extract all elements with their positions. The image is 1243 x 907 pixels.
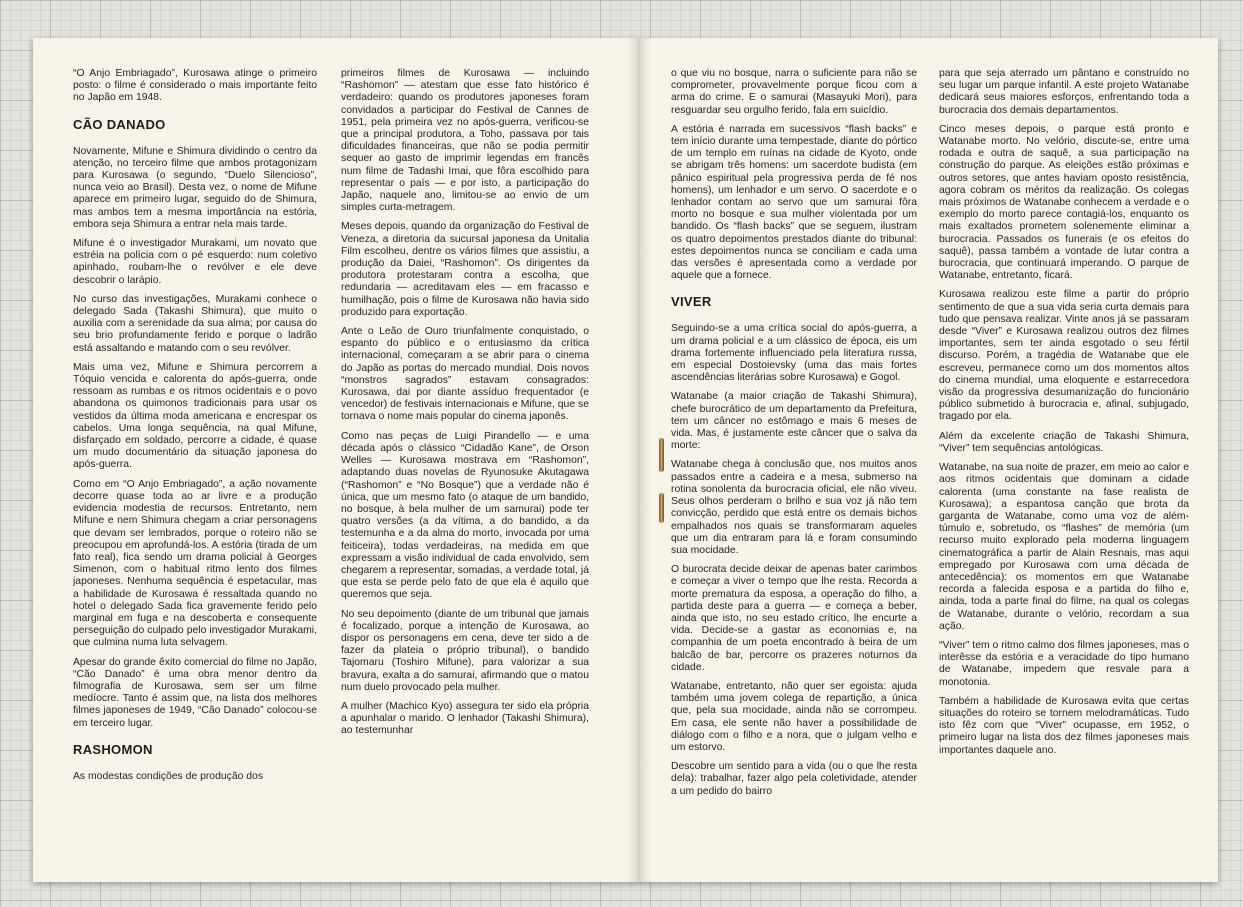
- paragraph: O burocrata decide deixar de apenas bater carimbos e começar a viver o tempo que lhe resta. Recorda a morte prematura da esposa, a operação do filho, a partida deste para a guerra — e começa a beber, ainda que isto, no seu estado crítico, lhe encurte a vida. Decide-se a gastar as economias e, na companhia de um poeta encontrado à beira de um balcão de bar, percorre os prazeres noturnos da cidade.: [671, 564, 917, 673]
- paragraph: “O Anjo Embriagado”, Kurosawa atinge o primeiro posto: o filme é considerado o mais importante feito no Japão em 1948.: [73, 68, 317, 104]
- text-column-1: [73, 68, 317, 878]
- paragraph: para que seja aterrado um pântano e construído no seu lugar um parque infantil. A este projeto Watanabe dedicará seus maiores esforços, enfrentando toda a burocracia dos demais departamentos.: [939, 68, 1189, 116]
- paragraph: As modestas condições de produção dos: [73, 770, 264, 782]
- text-column-4: [939, 68, 1189, 878]
- booklet-spread: [33, 38, 1218, 882]
- paragraph: o que viu no bosque, narra o suficiente para não se comprometer, provavelmente porque ficou com a arma do crime. E o samurai (Masayuki Mori), para resguardar seu orgulho ferido, fala em suicídio.: [671, 68, 917, 116]
- paragraph: Como nas peças de Luigi Pirandello — e uma década após o clássico “Cidadão Kane”, de Orson Welles — Kurosawa mostrava em “Rashomon”, adaptando duas novelas de Ryunosuke Akutagawa (“Rashomon” e “No Bosque”) que a verdade não é única, que um mesmo fato (o ataque de um bandido, no bosque, à bela mulher de um samurai) pode ter quatro versões (a da vítima, a do bandido, a da testemunha e a da alma do morto, invocada por uma feiticeira), todas verdadeiras, na medida em que expressam a visão individual de cada envolvido, sem chegarem a representar, somadas, a verdade total, já que esta se perde pelo fato de que ela é aquilo que queremos que seja.: [341, 430, 589, 601]
- paragraph: Apesar do grande êxito comercial do filme no Japão, “Cão Danado” é uma obra menor dentro da filmografia de Kurosawa, sem ser um filme medíocre. Tanto é assim que, na lista dos melhores filmes japoneses de 1949, “Cão Danado” colocou-se em terceiro lugar.: [73, 656, 317, 729]
- text-column-3: [671, 68, 917, 878]
- paragraph: primeiros filmes de Kurosawa — incluindo “Rashomon” — atestam que esse fato histórico é verdadeiro: quando os produtores japoneses foram convidados a participar do Festival de Cannes de 1951, pela primeira vez no após-guerra, verificou-se que a principal produtora, a Toho, passava por tais dificuldades financeiras, que não se podia permitir sequer ao gasto de imprimir legendas em francês num filme de Tadashi Imai, que fôra escolhido para representar o país — e por isto, a participação do Japão, naquele ano, limitou-se ao envio de um simples curta-metragem.: [341, 68, 589, 214]
- section-heading-cao-danado: CÃO DANADO: [73, 116, 166, 132]
- text-column-2: [341, 68, 589, 878]
- paragraph: Mifune é o investigador Murakami, um novato que estréia na polícia com o pé esquerdo: num coletivo apinhado, roubam-lhe o revólver e ele deve descobrir o larápio.: [73, 238, 317, 286]
- paragraph: Watanabe, na sua noite de prazer, em meio ao calor e aos ritmos ocidentais que dominam a cidade calorenta (uma constante na fase realista de Kurosawa); a espantosa canção que brota da garganta de Watanabe, como uma voz de além-túmulo e, sobretudo, os “flashes” de memória (um recurso muito explorado pela moderna linguagem cinematográfica a partir de Alain Resnais, mas aqui empregado por Kurosawa com uma década de antecedência): os momentos em que Watanabe recorda a falecida esposa e a partida do filho e, ainda, toda a parte final do filme, na qual os colegas de Watanabe, durante o velório, recordam a sua ação.: [939, 462, 1189, 632]
- paragraph: No curso das investigações, Murakami conhece o delegado Sada (Takashi Shimura), que muito o auxilia com a serenidade da sua alma; por causa do seu brio profundamente ferido e porque o ladrão está assaltando e matando com o seu revólver.: [73, 293, 317, 354]
- staple-top: [659, 438, 664, 472]
- paragraph: Ante o Leão de Ouro triunfalmente conquistado, o espanto do público e o entusiasmo da crítica internacional, começaram a se abrir para o cinema do Japão as portas do mercado mundial. Dois novos “monstros sagrados” estavam consagrados: Kurosawa, dai por diante assíduo frequentador (e vencedor) de festivais internacionais e Mifune, que se tornava o nome mais popular do cinema japonês.: [341, 326, 589, 423]
- paragraph: Também a habilidade de Kurosawa evita que certas situações do roteiro se tornem melodramáticas. Tudo isto fêz com que “Viver” ocupasse, em 1952, o primeiro lugar na lista dos dez filmes japoneses mais importantes daquele ano.: [939, 695, 1189, 756]
- paragraph: Descobre um sentido para a vida (ou o que lhe resta dela): trabalhar, fazer algo pela coletividade, atender a um pedido do bairro: [671, 761, 917, 797]
- paragraph: Novamente, Mifune e Shimura dividindo o centro da atenção, no terceiro filme que ambos protagonizam para Kurosawa (o segundo, “Duelo Silencioso”, nunca veio ao Brasil). Desta vez, o nome de Mifune aparece em primeiro lugar, seguido do de Shimura, mas ambos tem a mesma importância na estória, embora seja Shimura a entrar nela mais tarde.: [73, 145, 317, 230]
- paragraph: Kurosawa realizou este filme a partir do próprio sentimento de que a sua vida seria curta demais para tudo que pensava realizar. Vinte anos já se passaram desde “Viver” e Kurosawa realizou outros dez filmes importantes, sem ter ainda esgotado o seu fértil discurso. Porém, a tragédia de Watanabe que ele escreveu, permanece como um dos momentos altos do cinema mundial, uma eloquente e estarrecedora visão da progressiva desumanização do funcionário público submetido à burocracia e, afinal, subjugado, tragado por ela.: [939, 289, 1189, 423]
- paragraph: Como em “O Anjo Embriagado”, a ação novamente decorre quase toda ao ar livre e a produção evidencia modestia de recursos. Entretanto, nem Mifune e nem Shimura chegam a criar personagens que devam ser lembrados, porque o roteiro não se preocupou em aprofundá-los. A estória (tirada de um fato real), fica sendo um drama policial à Georges Simenon, com o habitual ritmo lento dos filmes japoneses. Nenhuma sequência é espetacular, mas a habilidade de Kurosawa é ressaltada quando no hotel o delegado Sada fica gravemente ferido pelo marginal em fuga e na descoberta e consequente perseguição do culpado pelo investigador Murakami, que culmina numa luta selvagem.: [73, 478, 317, 649]
- paragraph: Watanabe (a maior criação de Takashi Shimura), chefe burocrático de um departamento da Prefeitura, tem um câncer no estômago e mais 6 meses de vida. Mas, é justamente este câncer que o salva da morte:: [671, 391, 917, 452]
- paragraph: Seguindo-se a uma crítica social do após-guerra, a um drama policial e a um clássico de época, eis um drama fortemente influenciado pela literatura russa, em especial Dostoievsky (uma das mais fortes ascendências literárias sobre Kurosawa) e Gogol.: [671, 323, 917, 384]
- section-heading-viver: VIVER: [671, 294, 712, 310]
- paragraph: Mais uma vez, Mifune e Shimura percorrem a Tóquio vencida e calorenta do após-guerra, onde ressoam as rumbas e os ritmos ocidentais e o povo abandona os quimonos tradicionais para usar os vestidos da última moda americana e encrespar os cabelos. Uma longa sequência, na qual Mifune, disfarçado em soldado, percorre a cidade, é quase um mudo documentário da situação japonesa do após-guerra.: [73, 361, 317, 471]
- paragraph: Meses depois, quando da organização do Festival de Veneza, a diretoria da sucursal japonesa da Unitalia Film escolheu, dentre os vários filmes que assistiu, a produção da Daiei, “Rashomon”. Os dirigentes da produtora protestaram contra a escolha, que redundaria — acreditavam eles — em fracasso e humilhação, pois o filme de Kurosawa não havia sido produzido para exportação.: [341, 221, 589, 318]
- paragraph: No seu depoimento (diante de um tribunal que jamais é focalizado, porque a intenção de Kurosawa, ao dispor os personagens em cena, deve ter sido a de fazer da plateia o próprio tribunal), o bandido Tajomaru (Toshiro Mifune), para valorizar a sua bravura, exalta a do samurai, afirmando que o matou num duelo provocado pela mulher.: [341, 608, 589, 693]
- paragraph: Cinco meses depois, o parque está pronto e Watanabe morto. No velório, discute-se, entre uma rodada e outra de saquê, a sua participação na construção do parque. As eleições estão próximas e outros setores, que antes haviam oposto resistência, agora cobram os méritos da realização. Os colegas mais próximos de Watanabe conhecem a verdade e o exemplo do morto parece contagiá-los, enquanto os mais exaltados prometem solenemente eliminar a burocracia. Passados os funerais (e os efeitos do saquê), passa também a vontade de lutar contra a burocracia, que continuará imperando. O parque de Watanabe, entretanto, ficará.: [939, 123, 1189, 282]
- section-heading-rashomon: RASHOMON: [73, 741, 153, 757]
- paragraph: A estória é narrada em sucessivos “flash backs” e tem início durante uma tempestade, diante do pórtico de um templo em ruínas na cidade de Kyoto, onde se abrigam três homens: um sacerdote budista (em pânico espiritual pela progressiva perda de fé nos homens), um lenhador e um servo. O sacerdote e o lenhador contam ao servo que um samurai fôra morto no bosque e sua mulher violentada por um bandido. Os “flash backs” que se seguem, ilustram os quatro depoimentos prestados diante do tribunal: estes depoimentos nunca se conciliam e cada uma das versões é apresentada como a verdade por aquele que a fornece.: [671, 123, 917, 282]
- paragraph: A mulher (Machico Kyo) assegura ter sido ela própria a apunhalar o marido. O lenhador (Takashi Shimura), ao testemunhar: [341, 700, 589, 737]
- paragraph: “Viver” tem o ritmo calmo dos filmes japoneses, mas o interêsse da estória e a veracidade do tipo humano de Watanabe, impedem que resvale para a monotonia.: [939, 639, 1189, 688]
- staple-bottom: [659, 493, 664, 523]
- paragraph: Além da excelente criação de Takashi Shimura, “Viver” tem sequências antológicas.: [939, 430, 1189, 454]
- paragraph: Watanabe chega à conclusão que, nos muitos anos passados entre a cadeira e a mesa, submerso na rotina sonolenta da burocracia oficial, ele não viveu. Seus olhos perderam o brilho e sua voz já não tem convicção, perdido que está entre os demais bichos empalhados nos quais se transformaram aqueles que um dia entraram para lá e foram consumindo sua mocidade.: [671, 459, 917, 556]
- paragraph: Watanabe, entretanto, não quer ser egoista: ajuda também uma jovem colega de repartição, a única que, pela sua mocidade, ainda não se corrompeu. Em casa, ele sente não haver a possibilidade de diálogo com o filho e a nora, que o julgam velho e um estorvo.: [671, 680, 917, 753]
